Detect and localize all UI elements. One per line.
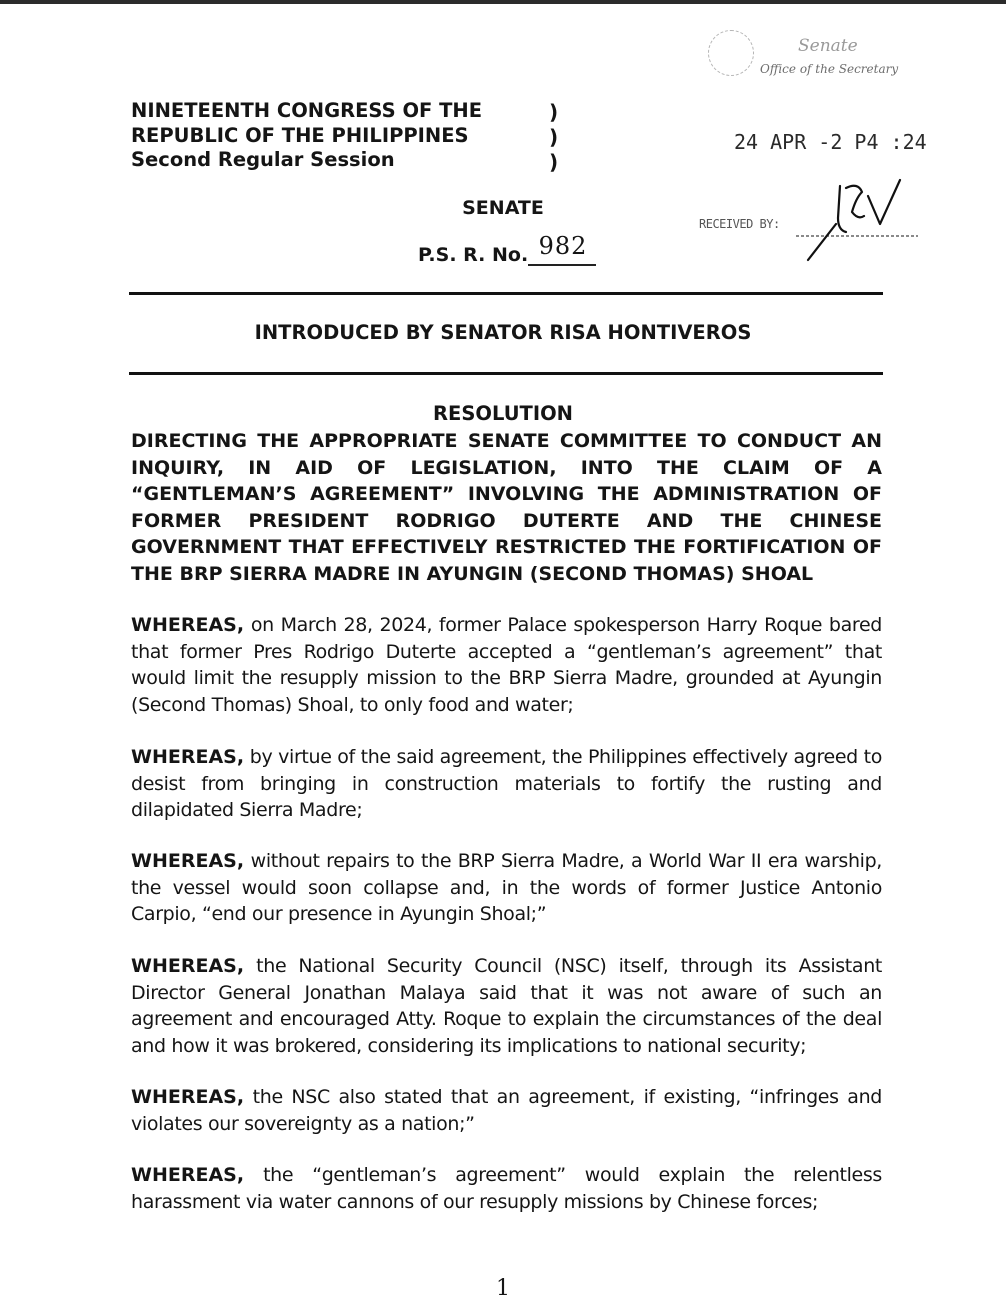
resolution-heading: RESOLUTION [433,402,573,425]
congress-header [131,99,482,173]
psr-number: 982 [538,232,588,260]
whereas-lead: WHEREAS, [131,1164,245,1186]
whereas-lead: WHEREAS, [131,1086,245,1108]
congress-line-3: Second Regular Session [131,148,395,171]
whereas-text: the National Security Council (NSC) itself, through its Assistant Director General Jonathan Malaya said that it was not aware of such an agreement and encouraged Atty. Roque to explain the circumstances of the deal and how it was brokered, considering its implications to national security; [131,955,882,1057]
psr-underline [528,264,596,266]
divider-bottom [129,372,883,375]
senate-seal-icon [708,30,754,76]
stamp-office-text: Office of the Secretary [760,62,899,76]
page-number: 1 [496,1276,510,1301]
stamp-date-time: 24 APR -2 P4 :24 [734,130,927,154]
whereas-text: without repairs to the BRP Sierra Madre, a World War II era warship, the vessel would soon collapse and, in the words of former Justice Antonio Carpio, “end our presence in Ayungin Shoal;” [131,850,882,925]
congress-line-2: REPUBLIC OF THE PHILIPPINES [131,123,469,147]
whereas-clause [131,848,882,928]
divider-top [129,292,883,295]
page-top-border [0,0,1006,4]
resolution-title: DIRECTING THE APPROPRIATE SENATE COMMITTEE TO CONDUCT AN INQUIRY, IN AID OF LEGISLATION, INTO THE CLAIM OF A “GENTLEMAN’S AGREEMENT” INVOLVING THE ADMINISTRATION OF FORMER PRESIDENT RODRIGO DUTERTE AND THE CHINESE GOVERNMENT THAT EFFECTIVELY RESTRICTED THE FORTIFICATION OF THE BRP SIERRA MADRE IN AYUNGIN (SECOND THOMAS) SHOAL [131,430,882,585]
whereas-text: by virtue of the said agreement, the Philippines effectively agreed to desist from bringing in construction materials to fortify the rusting and dilapidated Sierra Madre; [131,746,882,821]
whereas-lead: WHEREAS, [131,850,245,872]
whereas-text: on March 28, 2024, former Palace spokesperson Harry Roque bared that former Pres Rodrigo Duterte accepted a “gentleman’s agreement” that would limit the resupply mission to the BRP Sierra Madre, grounded at Ayungin (Second Thomas) Shoal, to only food and water; [131,614,882,716]
chamber-title: SENATE [462,197,544,219]
whereas-lead: WHEREAS, [131,955,245,977]
header-parentheses [549,100,558,175]
paren-2: ) [549,125,559,149]
whereas-clause [131,612,882,718]
paren-1: ) [549,100,559,124]
congress-line-1: NINETEENTH CONGRESS OF THE [131,99,483,122]
paren-3: ) [549,150,559,174]
introduced-by: INTRODUCED BY SENATOR RISA HONTIVEROS [254,321,752,344]
whereas-lead: WHEREAS, [131,614,245,636]
received-by-label: RECEIVED BY: [699,217,780,231]
stamp-senate-text: Senate [798,36,858,56]
whereas-clause [131,953,882,1059]
whereas-lead: WHEREAS, [131,746,245,768]
whereas-text: the “gentleman’s agreement” would explain the relentless harassment via water cannons of our resupply missions by Chinese forces; [131,1164,882,1213]
whereas-clause [131,1162,882,1215]
whereas-text: the NSC also stated that an agreement, if existing, “infringes and violates our sovereignty as a nation;” [131,1086,882,1135]
whereas-clause [131,1084,882,1137]
whereas-clause [131,744,882,824]
psr-label: P.S. R. No. [418,244,529,266]
